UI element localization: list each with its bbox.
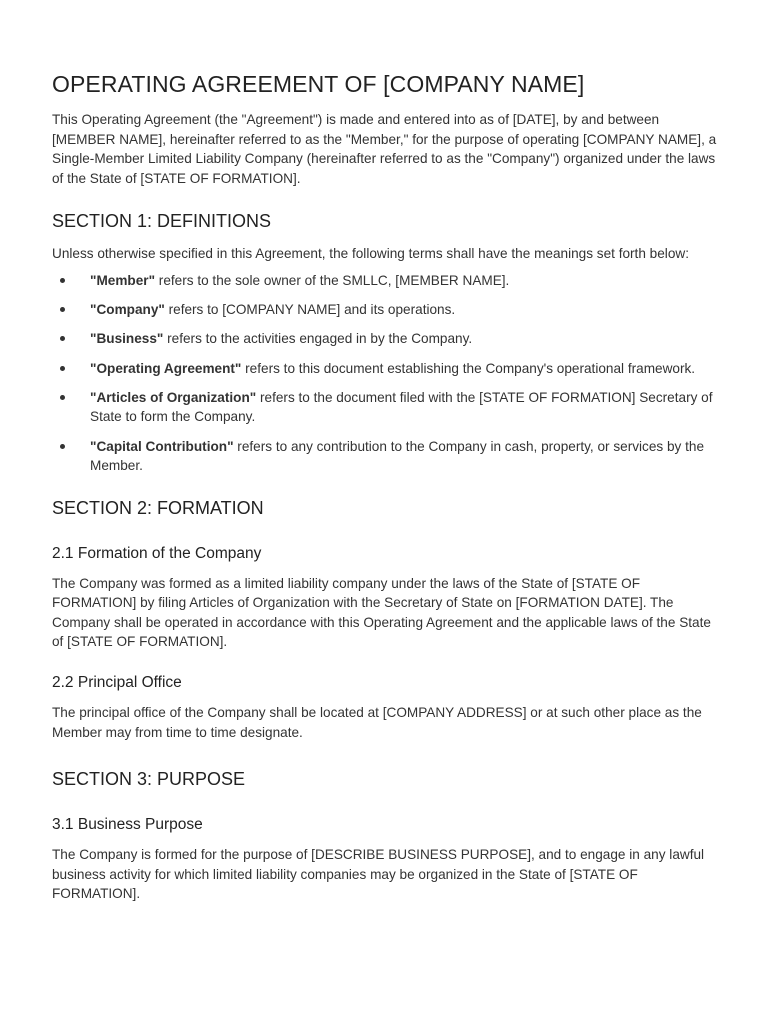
bullet-icon: [60, 336, 65, 341]
definition-item-capital-contribution: [52, 437, 718, 476]
definition-text: refers to any contribution to the Company in cash, property, or services by the Member.: [90, 438, 705, 474]
definition-text: refers to the document filed with the [STATE OF FORMATION] Secretary of State to form the Company.: [90, 389, 713, 425]
definition-text: refers to this document establishing the Company's operational framework.: [241, 360, 696, 376]
definition-item-articles-of-organization: [52, 388, 718, 427]
bullet-icon: [60, 278, 65, 283]
intro-paragraph: This Operating Agreement (the "Agreement") is made and entered into as of [DATE], by and between [MEMBER NAME], hereinafter referred to as the "Member," for the purpose of operating [COMPANY NAME], a Single-Member Limited Liability Company (hereinafter referred to as the "Company") organized under the laws of the State of [STATE OF FORMATION].: [52, 112, 717, 186]
definition-item-operating-agreement: [52, 359, 718, 379]
definition-item-member: [52, 271, 718, 291]
section-2-heading: SECTION 2: FORMATION: [52, 497, 264, 518]
section-1-intro: Unless otherwise specified in this Agreement, the following terms shall have the meanings set forth below:: [52, 246, 689, 262]
definition-term: "Capital Contribution": [90, 438, 234, 454]
section-1-heading: SECTION 1: DEFINITIONS: [52, 211, 272, 232]
bullet-icon: [60, 395, 65, 400]
subsection-2-1-heading: 2.1 Formation of the Company: [52, 544, 262, 562]
section-3-heading: SECTION 3: PURPOSE: [52, 769, 246, 790]
subsection-2-2-text: The principal office of the Company shall be located at [COMPANY ADDRESS] or at such other place as the Member may from time to time designate.: [52, 705, 702, 740]
definition-item-company: [52, 300, 718, 320]
subsection-3-1-text: The Company is formed for the purpose of [DESCRIBE BUSINESS PURPOSE], and to engage in any lawful business activity for which limited liability companies may be organized in the State of [STATE OF FORMATION].: [52, 847, 705, 902]
bullet-icon: [60, 366, 65, 371]
definition-term: "Operating Agreement": [90, 360, 242, 376]
definition-term: "Business": [90, 331, 164, 347]
definition-text: refers to [COMPANY NAME] and its operations.: [164, 302, 456, 318]
document-title: OPERATING AGREEMENT OF [COMPANY NAME]: [52, 71, 585, 97]
subsection-2-2-heading: 2.2 Principal Office: [52, 674, 182, 692]
bullet-icon: [60, 444, 65, 449]
definition-term: "Member": [90, 272, 156, 288]
definition-term: "Articles of Organization": [90, 389, 257, 405]
subsection-3-1-heading: 3.1 Business Purpose: [52, 816, 203, 834]
definition-item-business: [52, 329, 718, 349]
definition-text: refers to the activities engaged in by the Company.: [163, 331, 473, 347]
subsection-2-1-text: The Company was formed as a limited liability company under the laws of the State of [STATE OF FORMATION] by filing Articles of Organization with the Secretary of State on [FORMATION DATE]. The Company shall be operated in accordance with this Operating Agreement and the applicable laws of the State of [STATE OF FORMATION].: [52, 575, 711, 650]
bullet-icon: [60, 307, 65, 312]
definitions-list: [52, 271, 718, 476]
definition-term: "Company": [90, 302, 165, 318]
definition-text: refers to the sole owner of the SMLLC, [MEMBER NAME].: [155, 272, 510, 288]
